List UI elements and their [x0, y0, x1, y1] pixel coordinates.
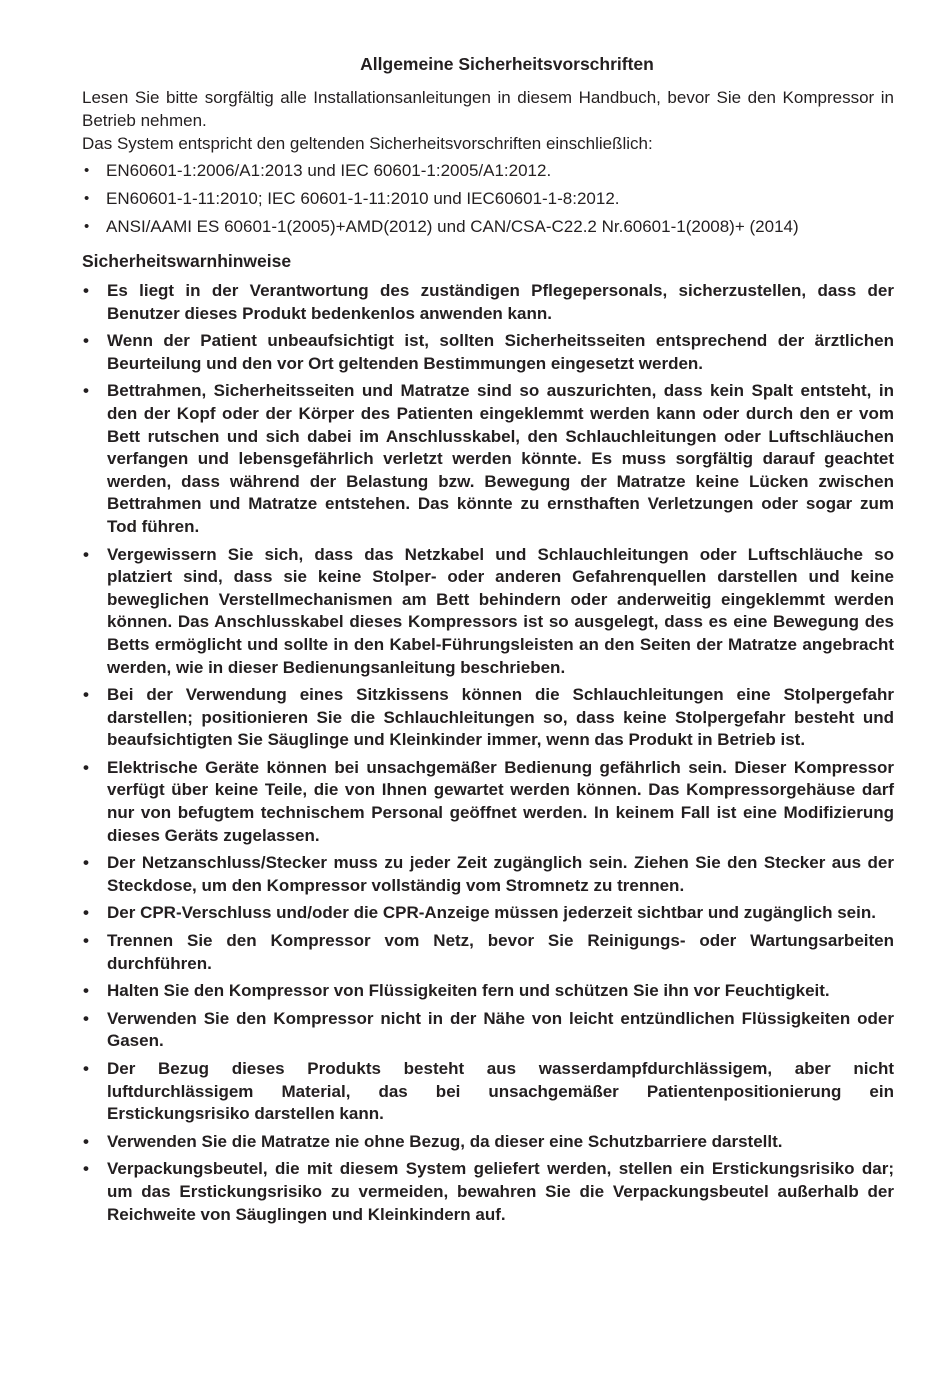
standards-list — [82, 159, 894, 238]
intro-paragraph: Lesen Sie bitte sorgfältig alle Installationsanleitungen in diesem Handbuch, bevor Sie den Kompressor in Betrieb nehmen. — [82, 88, 894, 130]
warning-item: • Halten Sie den Kompressor von Flüssigkeiten fern und schützen Sie ihn vor Feuchtigkeit. — [82, 980, 894, 1003]
intro-paragraph: Das System entspricht den geltenden Sicherheitsvorschriften einschließlich: — [82, 134, 653, 153]
standards-item: • ANSI/AAMI ES 60601-1(2005)+AMD(2012) und CAN/CSA-C22.2 Nr.60601-1(2008)+ (2014) — [82, 215, 894, 238]
intro-text — [82, 86, 894, 155]
warning-item: • Verpackungsbeutel, die mit diesem System geliefert werden, stellen ein Erstickungsrisiko dar; um das Erstickungsrisiko zu vermeiden, bewahren Sie die Verpackungsbeutel außerhalb der Reichweite von Säuglingen und Kleinkindern auf. — [82, 1158, 894, 1226]
document-page — [82, 50, 894, 1231]
warning-item: • Der Netzanschluss/Stecker muss zu jeder Zeit zugänglich sein. Ziehen Sie den Stecker aus der Steckdose, um den Kompressor vollständig vom Stromnetz zu trennen. — [82, 852, 894, 897]
warning-item: • Bei der Verwendung eines Sitzkissens können die Schlauchleitungen eine Stolpergefahr darstellen; positionieren Sie die Schlauchleitungen so, dass keine Stolpergefahr besteht und beaufsichtigten Sie Säuglinge und Kleinkinder immer, wenn das Produkt in Betrieb ist. — [82, 684, 894, 752]
standards-item: • EN60601-1-11:2010; IEC 60601-1-11:2010 und IEC60601-1-8:2012. — [82, 187, 894, 210]
warning-item: • Verwenden Sie den Kompressor nicht in der Nähe von leicht entzündlichen Flüssigkeiten oder Gasen. — [82, 1008, 894, 1053]
warning-item: • Der Bezug dieses Produkts besteht aus wasserdampfdurchlässigem, aber nicht luftdurchlässigem Material, das bei unsachgemäßer Patientenpositionierung ein Erstickungsrisiko darstellen kann. — [82, 1058, 894, 1126]
warning-item: • Verwenden Sie die Matratze nie ohne Bezug, da dieser eine Schutzbarriere darstellt. — [82, 1131, 894, 1154]
warning-item: • Trennen Sie den Kompressor vom Netz, bevor Sie Reinigungs- oder Wartungsarbeiten durchführen. — [82, 930, 894, 975]
warning-item: • Der CPR-Verschluss und/oder die CPR-Anzeige müssen jederzeit sichtbar und zugänglich sein. — [82, 902, 894, 925]
warning-item: • Es liegt in der Verantwortung des zuständigen Pflegepersonals, sicherzustellen, dass der Benutzer dieses Produkt bedenkenlos anwenden kann. — [82, 280, 894, 325]
warnings-list — [82, 280, 894, 1226]
page-title: Allgemeine Sicherheitsvorschriften — [360, 54, 654, 74]
warning-item: • Vergewissern Sie sich, dass das Netzkabel und Schlauchleitungen oder Luftschläuche so platziert sind, dass sie keine Stolper- oder anderen Gefahrenquellen darstellen und keine beweglichen Verstellmechanismen am Bett behindern oder anderweitig eingeklemmt werden können. Das Anschlusskabel dieses Kompressors ist so ausgelegt, dass es eine Bewegung des Betts ermöglicht und sollte in den Kabel-Führungsleisten an den Seiten der Matratze angebracht werden, wie in dieser Bedienungsanleitung beschrieben. — [82, 544, 894, 680]
warning-item: • Bettrahmen, Sicherheitsseiten und Matratze sind so auszurichten, dass kein Spalt entsteht, in den der Kopf oder der Körper des Patienten eingeklemmt werden kann oder durch den er vom Bett rutschen und sich dabei im Anschlusskabel, den Schlauchleitungen oder Luftschläuchen verfangen und lebensgefährlich verletzt werden könnte. Es muss sorgfältig darauf geachtet werden, dass während der Belastung bzw. Bewegung der Matratze keine Lücken zwischen Bettrahmen und Matratze entstehen. Das könnte zu ernsthaften Verletzungen oder sogar zum Tod führen. — [82, 380, 894, 538]
warning-item: • Elektrische Geräte können bei unsachgemäßer Bedienung gefährlich sein. Dieser Kompressor verfügt über keine Teile, die von Ihnen gewartet werden können. Das Kompressorgehäuse darf nur von befugtem technischem Personal geöffnet werden. In keinem Fall ist eine Modifizierung dieses Geräts zugelassen. — [82, 757, 894, 847]
warnings-heading: Sicherheitswarnhinweise — [82, 251, 292, 271]
standards-item: • EN60601-1:2006/A1:2013 und IEC 60601-1:2005/A1:2012. — [82, 159, 894, 182]
warning-item: • Wenn der Patient unbeaufsichtigt ist, sollten Sicherheitsseiten entsprechend der ärztlichen Beurteilung und den vor Ort geltenden Bestimmungen eingesetzt werden. — [82, 330, 894, 375]
